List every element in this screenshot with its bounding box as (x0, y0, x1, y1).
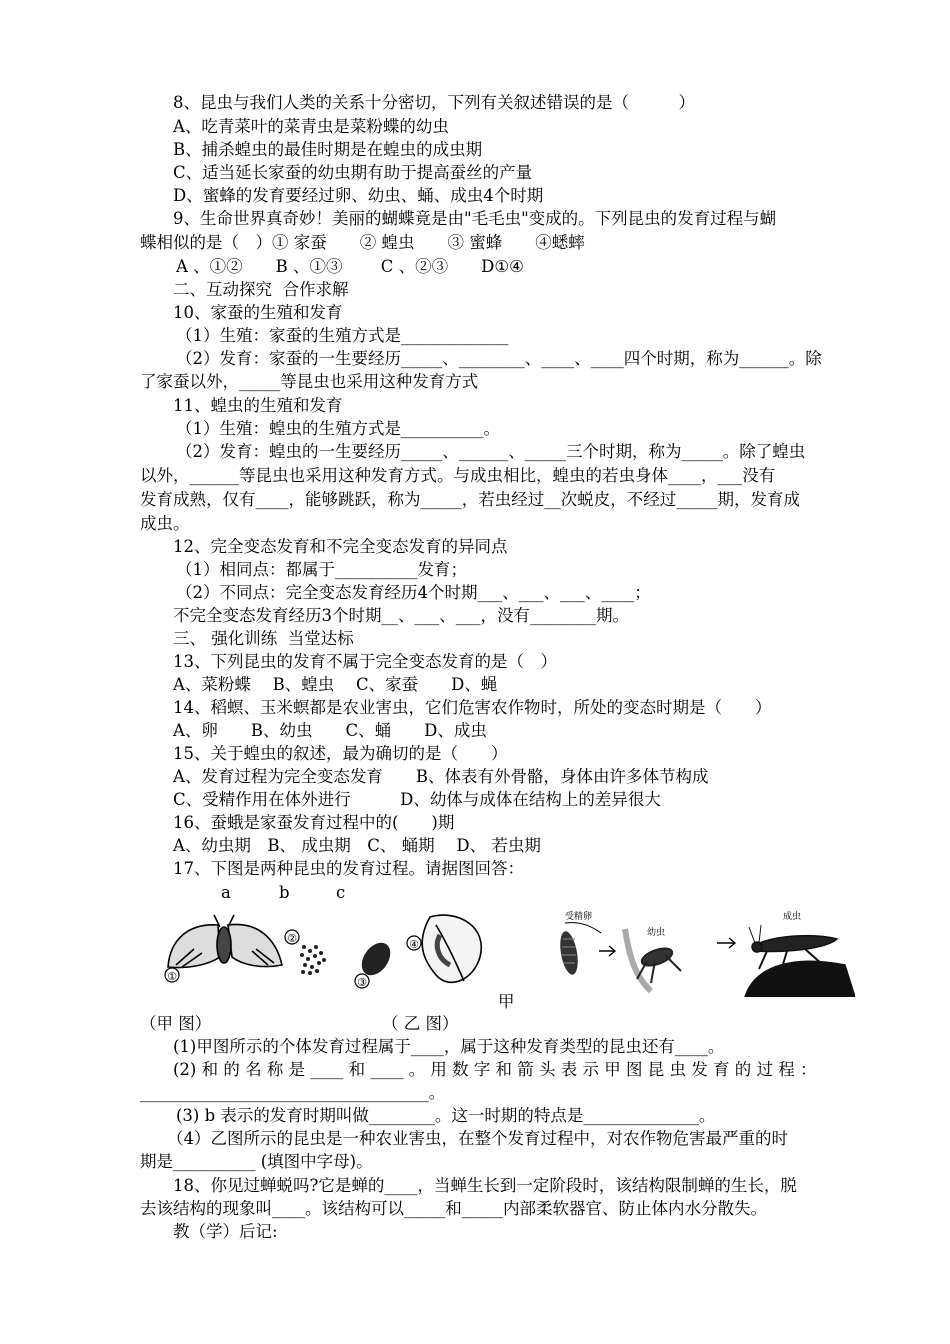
stage-label-egg: 受精卵 (565, 912, 593, 922)
section-3-heading: 三、 强化训练 当堂达标 (173, 629, 354, 648)
locust-lifecycle-figure (555, 905, 855, 997)
silkmoth-illustration (168, 915, 282, 968)
egg-pod-illustration (557, 930, 580, 976)
q10-part2: （2）发育：家蚕的一生要经历_____、________、____、____四个时期，称为______。除 (176, 349, 822, 368)
stage-label-nymph: 幼虫 (647, 928, 666, 938)
q11-part2-cont1: 以外，______等昆虫也采用这种发育方式。与成虫相比，蝗虫的若虫身体____，___没有 (140, 466, 776, 485)
q11-part2-cont3: 成虫。 (140, 514, 190, 533)
marker-2: ② (287, 932, 297, 945)
figure-label-jia: 甲 (498, 992, 515, 1011)
caption-yi: （ 乙 图） (382, 1014, 459, 1033)
figure-letter-b: b (279, 883, 290, 902)
larva-on-leaf-illustration (422, 915, 481, 982)
q9-options: A 、①② B 、①③ C 、②③ D①④ (176, 257, 524, 276)
q11-part2: （2）发育：蝗虫的一生要经历_____、______、_____三个时期，称为_____。除了蝗虫 (176, 442, 806, 461)
q11-title: 11、蝗虫的生殖和发育 (173, 396, 343, 415)
q17-part3: (3) b 表示的发育时期叫做________。这一时期的特点是______________。 (176, 1106, 716, 1125)
q16-options: A、幼虫期 B、 成虫期 C、 蛹期 D、 若虫期 (173, 836, 541, 855)
q10-part1: （1）生殖：家蚕的生殖方式是_____________ (176, 326, 509, 345)
arrow-2 (717, 938, 735, 948)
q17-stem: 17、下图是两种昆虫的发育过程。请据图回答： (173, 859, 524, 878)
adult-locust-illustration (745, 925, 855, 997)
marker-1: ① (167, 970, 177, 983)
q8-option-a: A、吃青菜叶的菜青虫是菜粉蝶的幼虫 (173, 117, 449, 136)
caption-jia: （甲 图） (140, 1014, 212, 1033)
q10-part2-cont: 了家蚕以外，_____等昆虫也采用这种发育方式 (140, 372, 479, 391)
q12-part1: （1）相同点：都属于__________发育； (176, 560, 467, 579)
q17-part4-cont: 期是__________ (填图中字母)。 (140, 1152, 373, 1171)
q8-option-c: C、适当延长家蚕的幼虫期有助于提高蚕丝的产量 (173, 163, 533, 182)
q8-stem: 8、昆虫与我们人类的关系十分密切，下列有关叙述错误的是（ ） (173, 93, 695, 112)
q9-stem-cont: 蝶相似的是（ ）① 家蚕 ② 蝗虫 ③ 蜜蜂 ④蟋蟀 (140, 233, 585, 252)
postscript-heading: 教（学）后记: (173, 1222, 278, 1241)
stage-label-adult: 成虫 (783, 912, 802, 922)
q17-part4: （4）乙图所示的昆虫是一种农业害虫，在整个发育过程中，对农作物危害最严重的时 (167, 1129, 788, 1148)
marker-3: ③ (357, 976, 367, 989)
section-2-heading: 二、互动探究 合作求解 (173, 280, 349, 299)
q12-part2: （2）不同点：完全变态发育经历4个时期___、___、___、____； (176, 583, 651, 602)
marker-4: ④ (409, 938, 419, 951)
q11-part1: （1）生殖：蝗虫的生殖方式是__________。 (176, 419, 500, 438)
q8-option-b: B、捕杀蝗虫的最佳时期是在蝗虫的成虫期 (173, 140, 483, 159)
q16-stem: 16、蚕蛾是家蚕发育过程中的( )期 (173, 813, 455, 832)
q15-options-cd: C、受精作用在体外进行 D、幼体与成体在结构上的差异很大 (173, 790, 661, 809)
q10-title: 10、家蚕的生殖和发育 (173, 303, 343, 322)
q9-stem: 9、生命世界真奇妙！美丽的蝴蝶竟是由"毛毛虫"变成的。下列昆虫的发育过程与蝴 (173, 209, 777, 228)
q18-stem: 18、你见过蝉蜕吗?它是蝉的____，当蝉生长到一定阶段时，该结构限制蝉的生长，脱 (173, 1176, 797, 1195)
q18-stem-cont: 去该结构的现象叫____。该结构可以_____和_____内部柔软器官、防止体内水分散失。 (140, 1199, 767, 1218)
q8-option-d: D、蜜蜂的发育要经过卵、幼虫、蛹、成虫4个时期 (173, 186, 544, 205)
egg-cluster-illustration (300, 945, 326, 975)
q12-title: 12、完全变态发育和不完全变态发育的异同点 (173, 537, 508, 556)
q17-part1: (1)甲图所示的个体发育过程属于____，属于这种发育类型的昆虫还有____。 (173, 1037, 725, 1056)
arrow-1 (599, 946, 615, 956)
q12-part2-cont: 不完全变态发育经历3个时期__、___、___，没有________期。 (173, 606, 629, 625)
figure-letter-c: c (336, 883, 346, 902)
q15-stem: 15、关于蝗虫的叙述，最为确切的是（ ） (173, 744, 508, 763)
q14-stem: 14、稻螟、玉米螟都是农业害虫，它们危害农作物时，所处的变态时期是（ ） (173, 698, 772, 717)
figure-letter-a: a (221, 883, 231, 902)
q11-part2-cont2: 发育成熟，仅有____，能够跳跃，称为_____，若虫经过__次蜕皮，不经过_____期，发育成 (140, 490, 800, 509)
egg-pointer-line (565, 923, 601, 933)
q14-options: A、卵 B、幼虫 C、蛹 D、成虫 (173, 721, 487, 740)
q17-part2: (2) 和 的 名 称 是 ____ 和 ____ 。 用 数 字 和 箭 头 表 示 甲 图 昆 虫 发 育 的 过 程 ： (173, 1060, 817, 1079)
q13-options: A、菜粉蝶 B、蝗虫 C、家蚕 D、蝇 (173, 675, 498, 694)
silkworm-lifecycle-figure (158, 905, 498, 995)
q15-options-ab: A、发育过程为完全变态发育 B、体表有外骨骼，身体由许多体节构成 (173, 767, 709, 786)
q13-stem: 13、下列昆虫的发育不属于完全变态发育的是（ ） (173, 652, 557, 671)
q17-part2-cont: ___________________________________。 (140, 1083, 446, 1102)
nymph-illustration (625, 929, 681, 991)
